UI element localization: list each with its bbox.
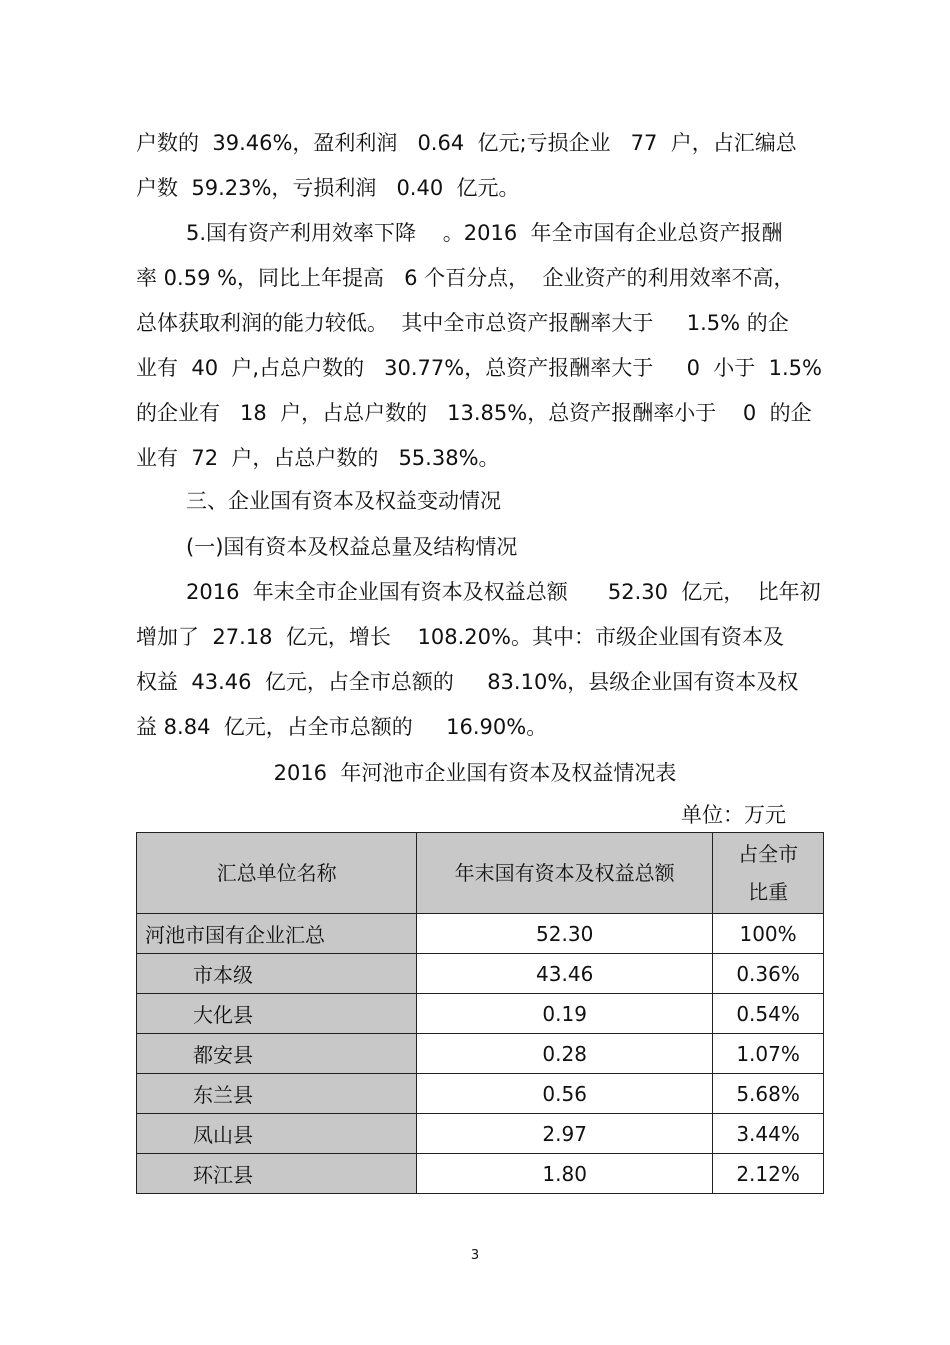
paragraph-line: 权益 43.46 亿元，占全市总额的 83.10%，县级企业国有资本及权	[136, 670, 799, 694]
header-total-equity: 年末国有资本及权益总额	[417, 833, 713, 914]
cell-name: 环江县	[137, 1154, 417, 1194]
cell-value: 0.56	[417, 1074, 713, 1114]
cell-name: 东兰县	[137, 1074, 417, 1114]
table-unit: 单位：万元	[681, 803, 786, 827]
page-number: 3	[470, 1248, 480, 1263]
cell-value: 52.30	[417, 914, 713, 954]
paragraph-line: 率 0.59 %，同比上年提高 6 个百分点， 企业资产的利用效率不高，	[136, 266, 795, 290]
header-share	[713, 833, 824, 914]
cell-value: 0.28	[417, 1034, 713, 1074]
cell-value: 2.97	[417, 1114, 713, 1154]
cell-share: 5.68%	[713, 1074, 824, 1114]
table-title: 2016 年河池市企业国有资本及权益情况表	[273, 761, 677, 785]
cell-value: 0.19	[417, 994, 713, 1034]
header-share-line1: 占全市	[738, 842, 799, 866]
cell-share: 100%	[713, 914, 824, 954]
cell-name: 大化县	[137, 994, 417, 1034]
paragraph-line: 总体获取利润的能力较低。 其中全市总资产报酬率大于 1.5% 的企	[136, 311, 789, 335]
cell-share: 2.12%	[713, 1154, 824, 1194]
paragraph-line: 5.国有资产利用效率下降 。2016 年全市国有企业总资产报酬	[186, 221, 783, 245]
section-heading: 三、企业国有资本及权益变动情况	[186, 489, 501, 513]
paragraph-line: 益 8.84 亿元，占全市总额的 16.90%。	[136, 715, 548, 739]
cell-name: 凤山县	[137, 1114, 417, 1154]
paragraph-line: 增加了 27.18 亿元，增长 108.20%。其中：市级企业国有资本及	[136, 625, 784, 649]
paragraph-line: 2016 年末全市企业国有资本及权益总额 52.30 亿元， 比年初	[186, 580, 821, 604]
table-row	[137, 1114, 824, 1154]
table-row	[137, 994, 824, 1034]
paragraph-line: 业有 40 户,占总户数的 30.77%，总资产报酬率大于 0 小于 1.5%	[136, 356, 822, 380]
table-header-row	[137, 833, 824, 914]
cell-share: 0.36%	[713, 954, 824, 994]
equity-table	[136, 832, 824, 1194]
cell-share: 3.44%	[713, 1114, 824, 1154]
cell-share: 0.54%	[713, 994, 824, 1034]
paragraph-line: 户数的 39.46%，盈利利润 0.64 亿元;亏损企业 77 户，占汇编总	[136, 131, 797, 155]
cell-value: 1.80	[417, 1154, 713, 1194]
paragraph-line: 户数 59.23%，亏损利润 0.40 亿元。	[136, 176, 520, 200]
table-row	[137, 914, 824, 954]
table-row	[137, 1074, 824, 1114]
cell-name: 都安县	[137, 1034, 417, 1074]
table-row	[137, 1154, 824, 1194]
paragraph-line: 业有 72 户，占总户数的 55.38%。	[136, 446, 500, 470]
table-row	[137, 954, 824, 994]
cell-name: 河池市国有企业汇总	[137, 914, 417, 954]
table-row	[137, 1034, 824, 1074]
cell-name: 市本级	[137, 954, 417, 994]
header-share-line2: 比重	[748, 880, 789, 904]
subsection-heading: (一)国有资本及权益总量及结构情况	[186, 535, 518, 559]
cell-share: 1.07%	[713, 1034, 824, 1074]
paragraph-line: 的企业有 18 户，占总户数的 13.85%，总资产报酬率小于 0 的企	[136, 401, 812, 425]
header-unit-name: 汇总单位名称	[137, 833, 417, 914]
cell-value: 43.46	[417, 954, 713, 994]
